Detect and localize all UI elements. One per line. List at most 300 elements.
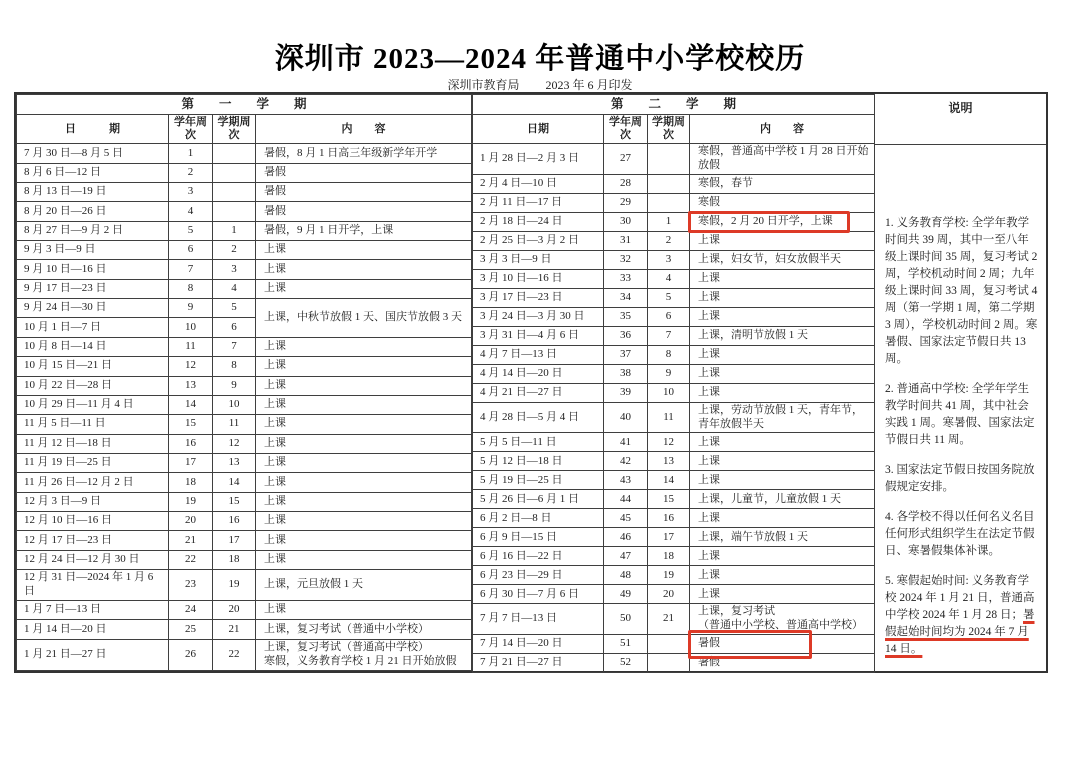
year-week-cell: 19	[169, 492, 213, 511]
term-week-cell: 7	[648, 326, 690, 345]
note-item	[885, 509, 1038, 560]
date-cell: 5 月 12 日—18 日	[473, 452, 604, 471]
year-week-cell: 38	[604, 364, 648, 383]
date-cell: 6 月 9 日—15 日	[473, 528, 604, 547]
term-week-cell: 3	[213, 260, 256, 279]
term-week-cell: 20	[213, 601, 256, 620]
year-week-cell: 15	[169, 415, 213, 434]
content-line: 上课，元旦放假 1 天	[264, 578, 363, 591]
calendar-row	[17, 492, 472, 511]
content-line: 上课，复习考试（普通中小学校）	[264, 622, 429, 635]
content-cell	[690, 364, 875, 383]
date-cell: 4 月 21 日—27 日	[473, 383, 604, 402]
term-week-cell: 1	[648, 212, 690, 231]
red-underlined-text: 暑假起始时间均为 2024 年 7 月 14 日。	[885, 608, 1035, 655]
term-week-cell: 9	[213, 376, 256, 395]
calendar-table	[14, 92, 1048, 673]
term-week-cell	[213, 163, 256, 182]
content-cell	[256, 601, 472, 620]
calendar-row	[17, 550, 472, 569]
content-line: 上课	[698, 587, 720, 600]
term-week-cell: 18	[213, 550, 256, 569]
date-cell: 12 月 3 日—9 日	[17, 492, 169, 511]
date-cell: 3 月 10 日—16 日	[473, 269, 604, 288]
calendar-row	[473, 250, 875, 269]
calendar-row	[17, 376, 472, 395]
year-week-cell: 31	[604, 231, 648, 250]
year-week-cell: 17	[169, 453, 213, 472]
calendar-row	[473, 326, 875, 345]
date-cell: 6 月 2 日—8 日	[473, 509, 604, 528]
term-week-cell: 15	[213, 492, 256, 511]
content-line: 上课，端午节放假 1 天	[698, 530, 808, 543]
calendar-row	[473, 547, 875, 566]
note-text: 3. 国家法定节假日按国务院放假规定安排。	[885, 463, 1035, 493]
term-week-cell: 5	[213, 299, 256, 318]
term-week-cell: 12	[648, 433, 690, 452]
second-semester-section	[472, 94, 875, 671]
content-line: 上课	[698, 386, 720, 398]
column-header-term-week: 学期周次	[648, 115, 690, 144]
year-week-cell: 30	[604, 212, 648, 231]
content-cell	[690, 193, 875, 212]
date-cell: 10 月 15 日—21 日	[17, 357, 169, 376]
content-line: 上课	[264, 359, 286, 372]
column-header-year-week: 学年周次	[169, 115, 213, 144]
column-header-year-week: 学年周次	[604, 115, 648, 144]
term-week-cell: 8	[213, 357, 256, 376]
content-cell	[256, 531, 472, 550]
content-line: 上课	[698, 291, 720, 303]
date-cell: 11 月 5 日—11 日	[17, 415, 169, 434]
date-cell: 6 月 16 日—22 日	[473, 547, 604, 566]
term-week-cell: 17	[213, 531, 256, 550]
content-cell	[256, 260, 472, 279]
calendar-row	[17, 395, 472, 414]
date-cell: 9 月 3 日—9 日	[17, 241, 169, 260]
content-line: 上课，儿童节，儿童放假 1 天	[698, 492, 841, 505]
content-line: 上课，妇女节，妇女放假半天	[698, 253, 841, 265]
year-week-cell: 3	[169, 183, 213, 202]
year-week-cell: 5	[169, 221, 213, 240]
content-cell	[256, 453, 472, 472]
date-cell: 5 月 19 日—25 日	[473, 471, 604, 490]
calendar-row	[17, 434, 472, 453]
calendar-row	[17, 183, 472, 202]
year-week-cell: 2	[169, 163, 213, 182]
year-week-cell: 34	[604, 288, 648, 307]
content-cell	[690, 326, 875, 345]
content-line: 上课	[698, 348, 720, 360]
content-line: 上课	[264, 340, 286, 353]
content-line: 上课	[264, 378, 286, 391]
content-cell	[690, 634, 875, 653]
calendar-row	[473, 634, 875, 653]
content-line: 上课	[264, 243, 286, 256]
date-cell: 10 月 8 日—14 日	[17, 337, 169, 356]
term-week-cell: 10	[213, 395, 256, 414]
issuer-label: 深圳市教育局	[447, 78, 520, 92]
note-text: 1. 义务教育学校: 全学年教学时间共 39 周，其中一至八年级上课时间 35 周，复习考试 2 周，学校机动时间 2 周；九年级上课时间 33 周，复习考试 4 周（第一学期 1 周，第二学期 3 周），学校机动时间 2 周。寒暑假、国家法定节假日共 13 周。	[885, 216, 1038, 365]
second-semester-table	[472, 94, 875, 673]
year-week-cell: 9	[169, 299, 213, 318]
column-header-term-week: 学期周次	[213, 115, 256, 144]
year-week-cell: 50	[604, 604, 648, 635]
date-cell: 3 月 3 日—9 日	[473, 250, 604, 269]
content-cell	[690, 585, 875, 604]
second-semester-header: 第 二 学 期	[473, 95, 875, 115]
term-week-cell: 18	[648, 547, 690, 566]
term-week-cell	[648, 634, 690, 653]
content-cell	[256, 620, 472, 639]
date-cell: 2 月 18 日—24 日	[473, 212, 604, 231]
content-line: 上课	[698, 234, 720, 246]
date-cell: 6 月 23 日—29 日	[473, 566, 604, 585]
date-cell: 7 月 7 日—13 日	[473, 604, 604, 635]
calendar-row	[473, 490, 875, 509]
term-week-cell	[213, 144, 256, 163]
content-line: 上课	[264, 603, 286, 616]
note-text: 5. 寒假起始时间: 义务教育学校 2024 年 1 月 21 日，普通高中学校 2024 年 1 月 28 日；	[885, 574, 1035, 621]
content-line: 上课	[698, 367, 720, 379]
calendar-row	[473, 402, 875, 433]
year-week-cell: 13	[169, 376, 213, 395]
date-cell: 3 月 17 日—23 日	[473, 288, 604, 307]
content-line: 上课	[698, 511, 720, 524]
year-week-cell: 49	[604, 585, 648, 604]
content-line: 寒假，春节	[698, 177, 753, 189]
content-cell	[690, 250, 875, 269]
content-line: 上课，清明节放假 1 天	[698, 329, 808, 341]
term-week-cell: 5	[648, 288, 690, 307]
date-cell: 1 月 28 日—2 月 3 日	[473, 144, 604, 175]
content-cell	[690, 174, 875, 193]
term-week-cell: 6	[213, 318, 256, 337]
year-week-cell: 21	[169, 531, 213, 550]
column-header-content: 内 容	[256, 115, 472, 144]
year-week-cell: 6	[169, 241, 213, 260]
year-week-cell: 8	[169, 279, 213, 298]
term-week-cell: 22	[213, 639, 256, 670]
date-cell: 9 月 24 日—30 日	[17, 299, 169, 318]
calendar-row	[17, 260, 472, 279]
note-item	[885, 573, 1038, 658]
term-week-cell: 14	[648, 471, 690, 490]
year-week-cell: 48	[604, 566, 648, 585]
note-item	[885, 215, 1038, 368]
content-line: 上课	[698, 549, 720, 562]
content-cell	[256, 337, 472, 356]
column-header-date: 日 期	[17, 115, 169, 144]
year-week-cell: 52	[604, 653, 648, 672]
term-week-cell: 2	[213, 241, 256, 260]
content-line: 寒假，普通高中学校 1 月 28 日开始放假	[698, 145, 869, 172]
calendar-row	[473, 653, 875, 672]
year-week-cell: 28	[604, 174, 648, 193]
content-cell	[690, 269, 875, 288]
content-cell	[690, 547, 875, 566]
content-cell	[256, 144, 472, 163]
term-week-cell: 15	[648, 490, 690, 509]
calendar-row	[17, 241, 472, 260]
year-week-cell: 12	[169, 357, 213, 376]
year-week-cell: 44	[604, 490, 648, 509]
date-cell: 8 月 20 日—26 日	[17, 202, 169, 221]
calendar-row	[17, 601, 472, 620]
year-week-cell: 39	[604, 383, 648, 402]
content-cell	[690, 509, 875, 528]
content-line: 上课	[264, 456, 286, 469]
content-cell	[690, 433, 875, 452]
content-line: 上课	[698, 473, 720, 486]
year-week-cell: 51	[604, 634, 648, 653]
date-cell: 1 月 21 日—27 日	[17, 639, 169, 670]
content-line: 上课	[264, 514, 286, 527]
term-week-cell: 17	[648, 528, 690, 547]
content-cell	[256, 569, 472, 600]
content-cell	[690, 288, 875, 307]
date-cell: 3 月 31 日—4 月 6 日	[473, 326, 604, 345]
content-line: 上课	[698, 454, 720, 467]
content-line: 暑假	[264, 185, 286, 198]
year-week-cell: 10	[169, 318, 213, 337]
content-line: 上课，复习考试（普通高中学校）	[264, 641, 429, 654]
term-week-cell	[648, 144, 690, 175]
date-cell: 2 月 11 日—17 日	[473, 193, 604, 212]
year-week-cell: 22	[169, 550, 213, 569]
term-week-cell	[648, 174, 690, 193]
term-week-cell: 13	[648, 452, 690, 471]
content-line: 寒假	[698, 196, 720, 208]
calendar-row	[473, 345, 875, 364]
content-cell	[690, 653, 875, 672]
year-week-cell: 27	[604, 144, 648, 175]
term-week-cell: 19	[213, 569, 256, 600]
content-cell	[256, 492, 472, 511]
content-line: 暑假	[698, 637, 720, 649]
notes-body	[875, 145, 1046, 671]
content-line: 暑假	[264, 204, 286, 217]
content-cell	[690, 452, 875, 471]
content-line: 寒假，2 月 20 日开学，上课	[698, 215, 833, 227]
year-week-cell: 41	[604, 433, 648, 452]
year-week-cell: 26	[169, 639, 213, 670]
date-cell: 9 月 10 日—16 日	[17, 260, 169, 279]
content-line: 上课	[264, 552, 286, 565]
date-cell: 3 月 24 日—3 月 30 日	[473, 307, 604, 326]
content-line: 上课，劳动节放假 1 天，青年节，青年放假半天	[698, 403, 863, 430]
year-week-cell: 40	[604, 402, 648, 433]
first-semester-table	[16, 94, 472, 671]
date-cell: 7 月 21 日—27 日	[473, 653, 604, 672]
content-cell	[690, 212, 875, 231]
calendar-row	[17, 279, 472, 298]
term-week-cell: 21	[213, 620, 256, 639]
year-week-cell: 24	[169, 601, 213, 620]
term-week-cell	[213, 202, 256, 221]
content-cell	[256, 511, 472, 530]
calendar-row	[473, 364, 875, 383]
content-cell	[256, 299, 472, 338]
content-cell	[690, 231, 875, 250]
calendar-row	[473, 528, 875, 547]
calendar-row	[473, 604, 875, 635]
calendar-row	[17, 511, 472, 530]
page-title: 深圳市 2023—2024 年普通中小学校校历	[274, 43, 806, 75]
calendar-row	[17, 337, 472, 356]
content-line: 暑假，9 月 1 日开学，上课	[264, 224, 394, 237]
year-week-cell: 23	[169, 569, 213, 600]
calendar-row	[17, 357, 472, 376]
year-week-cell: 46	[604, 528, 648, 547]
column-header-content: 内 容	[690, 115, 875, 144]
content-cell	[256, 376, 472, 395]
date-cell: 2 月 25 日—3 月 2 日	[473, 231, 604, 250]
content-cell	[256, 473, 472, 492]
date-cell: 10 月 1 日—7 日	[17, 318, 169, 337]
calendar-row	[473, 471, 875, 490]
content-line: 上课	[698, 435, 720, 448]
content-line: 上课	[264, 417, 286, 430]
term-week-cell: 10	[648, 383, 690, 402]
column-header-date: 日期	[473, 115, 604, 144]
content-cell	[256, 163, 472, 182]
year-week-cell: 11	[169, 337, 213, 356]
content-cell	[256, 183, 472, 202]
term-week-cell	[213, 183, 256, 202]
first-semester-section	[16, 94, 472, 671]
calendar-row	[473, 269, 875, 288]
calendar-row	[17, 221, 472, 240]
content-cell	[690, 307, 875, 326]
date-cell: 9 月 17 日—23 日	[17, 279, 169, 298]
content-cell	[256, 241, 472, 260]
calendar-row	[17, 299, 472, 318]
calendar-row	[17, 415, 472, 434]
content-cell	[690, 566, 875, 585]
term-week-cell: 16	[213, 511, 256, 530]
term-week-cell: 14	[213, 473, 256, 492]
first-semester-header: 第 一 学 期	[17, 95, 472, 115]
year-week-cell: 4	[169, 202, 213, 221]
year-week-cell: 32	[604, 250, 648, 269]
date-cell: 2 月 4 日—10 日	[473, 174, 604, 193]
term-week-cell: 6	[648, 307, 690, 326]
content-line: 上课	[264, 262, 286, 275]
term-week-cell: 13	[213, 453, 256, 472]
notes-header: 说明	[875, 94, 1046, 145]
term-week-cell: 16	[648, 509, 690, 528]
year-week-cell: 1	[169, 144, 213, 163]
date-cell: 8 月 6 日—12 日	[17, 163, 169, 182]
term-week-cell	[648, 653, 690, 672]
term-week-cell: 19	[648, 566, 690, 585]
content-line: 暑假	[698, 656, 720, 668]
calendar-row	[17, 569, 472, 600]
calendar-row	[17, 531, 472, 550]
note-item	[885, 462, 1038, 496]
date-cell: 11 月 19 日—25 日	[17, 453, 169, 472]
content-line: 上课，复习考试	[698, 605, 775, 618]
calendar-row	[473, 566, 875, 585]
calendar-row	[17, 620, 472, 639]
date-cell: 12 月 24 日—12 月 30 日	[17, 550, 169, 569]
note-text: 4. 各学校不得以任何名义名目任何形式组织学生在法定节假日、寒暑假集体补课。	[885, 510, 1035, 557]
calendar-row	[473, 433, 875, 452]
calendar-row	[17, 202, 472, 221]
term-week-cell: 8	[648, 345, 690, 364]
content-cell	[690, 490, 875, 509]
date-cell: 11 月 26 日—12 月 2 日	[17, 473, 169, 492]
date-cell: 4 月 7 日—13 日	[473, 345, 604, 364]
content-cell	[690, 345, 875, 364]
calendar-row	[473, 212, 875, 231]
calendar-row	[473, 193, 875, 212]
date-cell: 12 月 31 日—2024 年 1 月 6 日	[17, 569, 169, 600]
term-week-cell	[648, 193, 690, 212]
content-line: 上课，中秋节放假 1 天、国庆节放假 3 天	[264, 311, 462, 324]
content-cell	[256, 202, 472, 221]
year-week-cell: 36	[604, 326, 648, 345]
term-week-cell: 11	[213, 415, 256, 434]
year-week-cell: 20	[169, 511, 213, 530]
document-subtitle	[0, 76, 1080, 93]
content-cell	[690, 144, 875, 175]
note-item	[885, 381, 1038, 449]
content-line: 上课	[264, 398, 286, 411]
date-cell: 1 月 14 日—20 日	[17, 620, 169, 639]
year-week-cell: 42	[604, 452, 648, 471]
term-week-cell: 4	[648, 269, 690, 288]
content-cell	[690, 383, 875, 402]
content-cell	[256, 221, 472, 240]
calendar-row	[473, 144, 875, 175]
date-cell: 4 月 14 日—20 日	[473, 364, 604, 383]
year-week-cell: 16	[169, 434, 213, 453]
year-week-cell: 7	[169, 260, 213, 279]
content-cell	[256, 357, 472, 376]
calendar-row	[17, 144, 472, 163]
content-cell	[690, 471, 875, 490]
term-week-cell: 12	[213, 434, 256, 453]
year-week-cell: 29	[604, 193, 648, 212]
content-line: 暑假，8 月 1 日高三年级新学年开学	[264, 146, 438, 159]
date-cell: 10 月 29 日—11 月 4 日	[17, 395, 169, 414]
calendar-row	[17, 473, 472, 492]
year-week-cell: 47	[604, 547, 648, 566]
date-cell: 11 月 12 日—18 日	[17, 434, 169, 453]
notes-section	[875, 94, 1046, 671]
content-line: 上课	[264, 282, 286, 295]
date-cell: 7 月 30 日—8 月 5 日	[17, 144, 169, 163]
content-line: （普通中小学校、普通高中学校）	[698, 619, 863, 632]
date-cell: 8 月 13 日—19 日	[17, 183, 169, 202]
date-cell: 10 月 22 日—28 日	[17, 376, 169, 395]
content-line: 上课	[698, 310, 720, 322]
date-cell: 5 月 26 日—6 月 1 日	[473, 490, 604, 509]
content-line: 上课	[264, 494, 286, 507]
calendar-row	[17, 453, 472, 472]
date-cell: 12 月 10 日—16 日	[17, 511, 169, 530]
content-cell	[256, 550, 472, 569]
content-line: 上课	[698, 568, 720, 581]
note-text: 2. 普通高中学校: 全学年学生教学时间共 41 周，其中社会实践 1 周。寒暑假、国家法定节假日共 11 周。	[885, 382, 1035, 446]
content-cell	[256, 395, 472, 414]
content-line: 上课	[698, 272, 720, 284]
calendar-row	[473, 307, 875, 326]
content-line: 暑假	[264, 166, 286, 179]
content-cell	[690, 604, 875, 635]
